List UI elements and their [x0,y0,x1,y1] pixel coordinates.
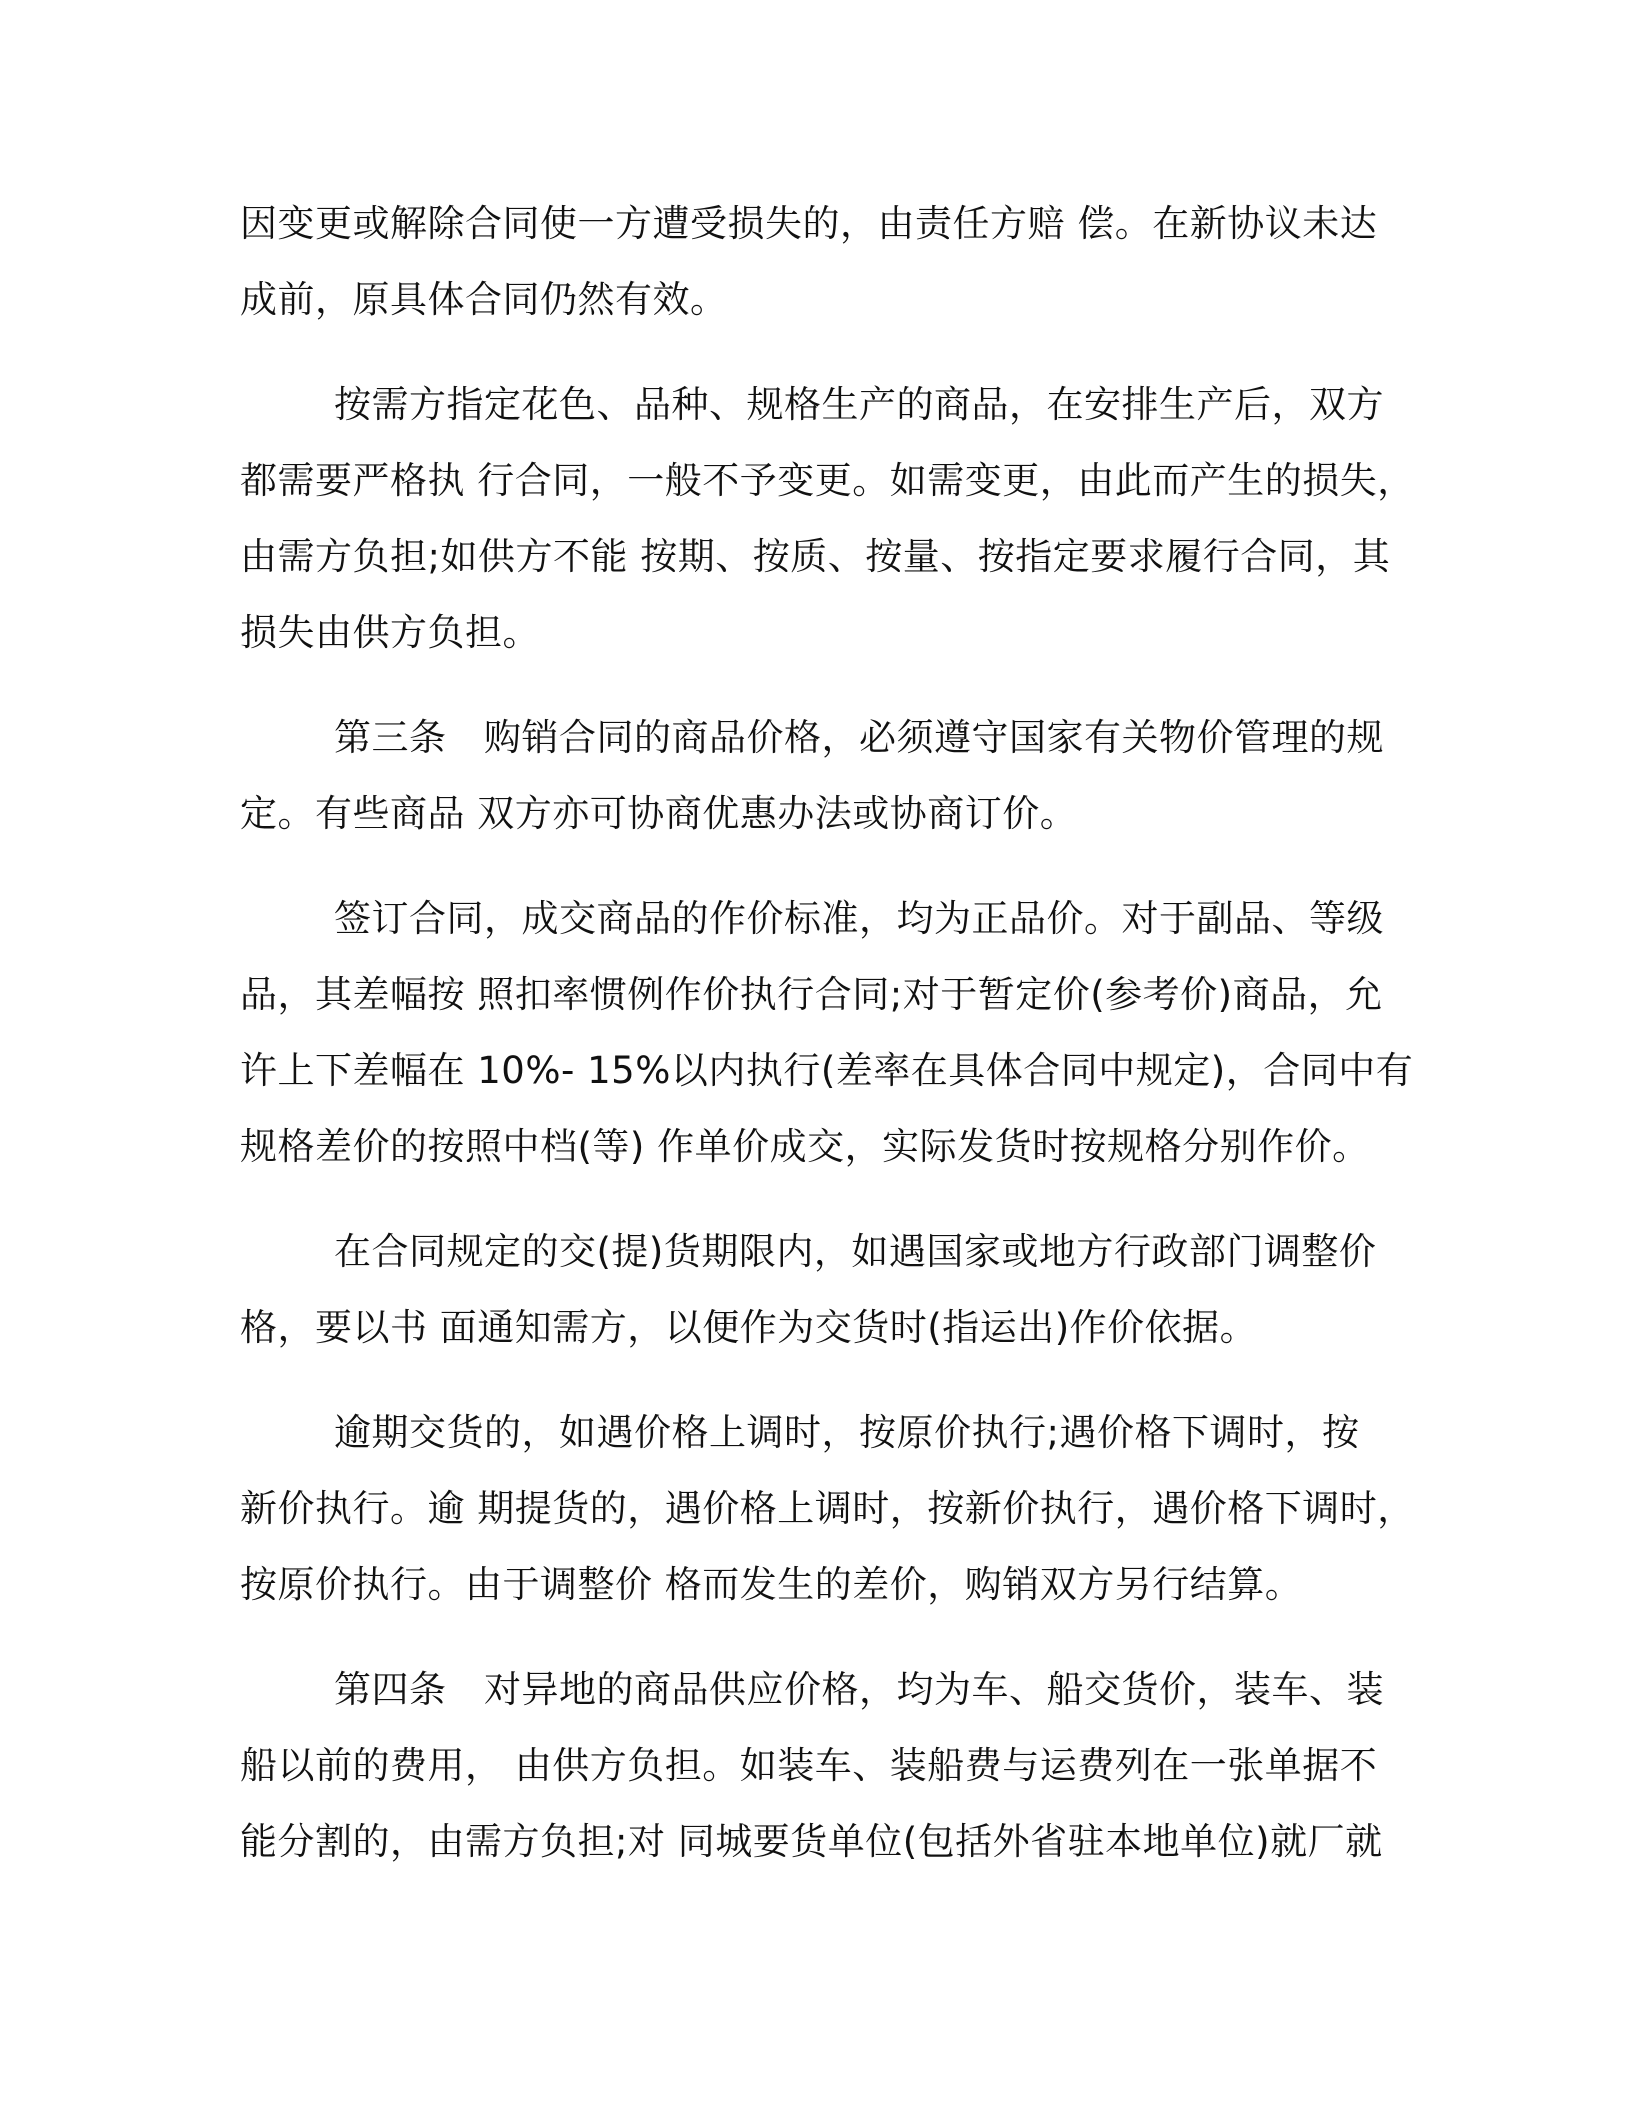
text-line: 新价执行。逾 期提货的，遇价格上调时，按新价执行，遇价格下调时， [240,1487,1415,1530]
paragraph-1 [240,186,1390,338]
paragraph-4 [240,881,1414,1185]
text-line: 逾期交货的，如遇价格上调时，按原价执行;遇价格下调时，按 [334,1411,1360,1454]
text-line: 按原价执行。由于调整价 格而发生的差价，购销双方另行结算。 [240,1563,1303,1606]
paragraph-5 [240,1214,1390,1366]
text-line: 定。有些商品 双方亦可协商优惠办法或协商订价。 [240,792,1078,835]
text-line: 规格差价的按照中档(等) 作单价成交，实际发货时按规格分别作价。 [240,1125,1370,1168]
text-line: 都需要严格执 行合同，一般不予变更。如需变更，由此而产生的损失， [240,459,1415,502]
paragraph-6 [240,1395,1415,1623]
text-line: 品，其差幅按 照扣率惯例作价执行合同;对于暂定价(参考价)商品，允 [240,973,1383,1016]
text-line: 能分割的，由需方负担;对 同城要货单位(包括外省驻本地单位)就厂就 [240,1820,1383,1863]
text-line: 由需方负担;如供方不能 按期、按质、按量、按指定要求履行合同，其 [240,535,1391,578]
document-body [240,186,1415,1909]
paragraph-3 [240,700,1390,852]
paragraph-2 [240,367,1415,671]
text-line: 因变更或解除合同使一方遭受损失的，由责任方赔 偿。在新协议未达 [240,202,1378,245]
text-line: 在合同规定的交(提)货期限内，如遇国家或地方行政部门调整价 [334,1230,1377,1273]
text-line: 格，要以书 面通知需方，以便作为交货时(指运出)作价依据。 [240,1306,1258,1349]
text-line: 损失由供方负担。 [240,611,540,654]
text-line: 签订合同，成交商品的作价标准，均为正品价。对于副品、等级 [334,897,1384,940]
text-line: 按需方指定花色、品种、规格生产的商品，在安排生产后，双方 [334,383,1384,426]
text-line: 成前，原具体合同仍然有效。 [240,278,728,321]
text-line: 第四条 对异地的商品供应价格，均为车、船交货价，装车、装 [334,1668,1384,1711]
text-line: 第三条 购销合同的商品价格，必须遵守国家有关物价管理的规 [334,716,1384,759]
text-line: 船以前的费用， 由供方负担。如装车、装船费与运费列在一张单据不 [240,1744,1378,1787]
text-line: 许上下差幅在 10%- 15%以内执行(差率在具体合同中规定)，合同中有 [240,1049,1414,1092]
paragraph-7 [240,1652,1390,1880]
